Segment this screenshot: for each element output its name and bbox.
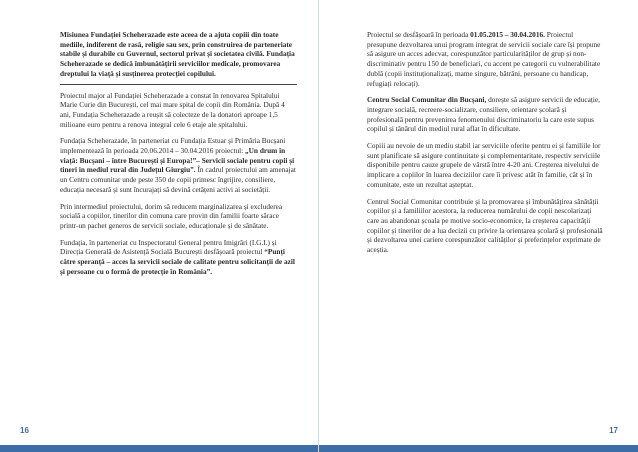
paragraph-igi-project	[60, 238, 297, 277]
paragraph-community-center	[367, 95, 604, 134]
community-center-title: Centru Social Comunitar din Bucșani,	[367, 95, 487, 105]
bucsani-project-title: „Un drum în viață: Bucșani – între București și Europa!”– Servicii sociale pentru copii și tineri in mediul rural din Județul Giurgiu”.	[60, 146, 295, 175]
right-page	[319, 0, 638, 452]
paragraph-health-promotion: Centrul Social Comunitar contribuie și la promovarea și îmbunătățirea sănătății copiilor și a familiilor acestora, la reducerea numărului de copii nescolarizați care au abandonat școala pe motive socio-economice, la creșterea capacității copiilor și tinerilor de a lua decizii cu privire la orientarea școlară și profesională și dezvoltarea unei cariere corespunzător calităților și preferințelor exprimate de aceștia.	[367, 196, 603, 255]
left-text-column	[60, 30, 297, 283]
bucsani-detail-text: În cadrul proiectului am amenajat un Centru comunitar unde peste 350 de copii primesc îngrijire, consiliere, educația necesară și sunt încurajați să devină cetățeni activi ai societății.	[60, 165, 296, 194]
period-dates: 01.05.2015 – 30.04.2016.	[470, 30, 545, 39]
footer-bar-left	[0, 445, 319, 452]
paragraph-marginalization: Prin intermediul proiectului, dorim să reducem marginalizarea și excluderea socială a copiilor, tinerilor din comuna care provin din familii foarte sărace printr-un pachet generos de servicii sociale, educaționale și de sănătate.	[60, 201, 283, 230]
mission-statement: Misiunea Fundației Scheherazade este aceea de a ajuta copiii din toate mediile, indiferent de rasă, religie sau sex, prin construirea de parteneriate stabile și durabile cu Guvernul, sectorul privat și societatea civilă. Fundația Scheherazade se dedică îmbunătățirii serviciilor medicale, promovarea dreptului la viață și susținerea protecției copilului.	[60, 30, 297, 85]
community-center-text: dorește să asigure servicii de educație, integrare socială, recreere-socializare, consiliere, orientare școlară și profesională pentru prevenirea fenomenului discriminatoriu la care este supus copilul și tânărul din mediul rural aflat în dificultate.	[367, 95, 600, 134]
paragraph-bucsani-project	[60, 136, 297, 194]
igi-project-title-end: .	[210, 266, 213, 276]
igi-intro-text: Fundația, în parteneriat cu Inspectoratul General pentru Imigrări (I.G.I.) și Direcția Generală de Asistență Socială București desfășoară proiectul	[60, 237, 277, 257]
paragraph-stable-environment: Copiii au nevoie de un mediu stabil iar serviciile oferite pentru ei și familiile lor sunt planificate să asigure continuitate și complementaritate, respectiv serviciile disponibile pentru cauze grupele de vârstă între 4-20 ani. Creșterea nivelului de implicare a copiilor în luarea deciziilor care îi privesc atât în familie, cât și în comunitate, este un rezultat așteptat.	[367, 141, 601, 189]
paragraph-project-period	[367, 30, 604, 88]
bucsani-intro-text: Fundația Scheherazade, în parteneriat cu Fundația Estuar și Primăria Bucșani implementează în perioada 20.06.2014 – 30.04.2016 proiectul:	[60, 136, 286, 156]
page-number-left: 16	[20, 426, 29, 435]
footer-bar-right	[319, 445, 638, 452]
period-detail-text: Proiectul presupune dezvoltarea unui program integrat de servicii sociale care își propune să asigure un acces adecvat, corespunzător particularităților de grup și non-discriminativ pentru 150 de beneficiari, cu accent pe categorii cu vulnerabilitate dublă (copii instituționalizați, mame singure, bătrâni, persoane cu handicap, refugiați relocați).	[367, 30, 601, 88]
period-intro-text: Proiectul se desfășoară în perioada	[367, 30, 471, 39]
igi-project-title: “Punți către speranță – acces la servicii sociale de calitate pentru solicitanții de azil și persoane cu o formă de protecție în România”	[60, 247, 295, 276]
page-number-right: 17	[609, 426, 618, 435]
right-text-column	[367, 30, 604, 262]
paragraph-hospital-renovation: Proiectul major al Fundației Scheherazade a constat în renovarea Spitalului Marie Curie din București, cel mai mare spital de copii din România. După 4 ani, Fundația Scheherazade a reușit să colecteze de la donatori aproape 1,5 milioane euro pentru a renova integral cele 6 etaje ale spitalului.	[60, 90, 285, 129]
